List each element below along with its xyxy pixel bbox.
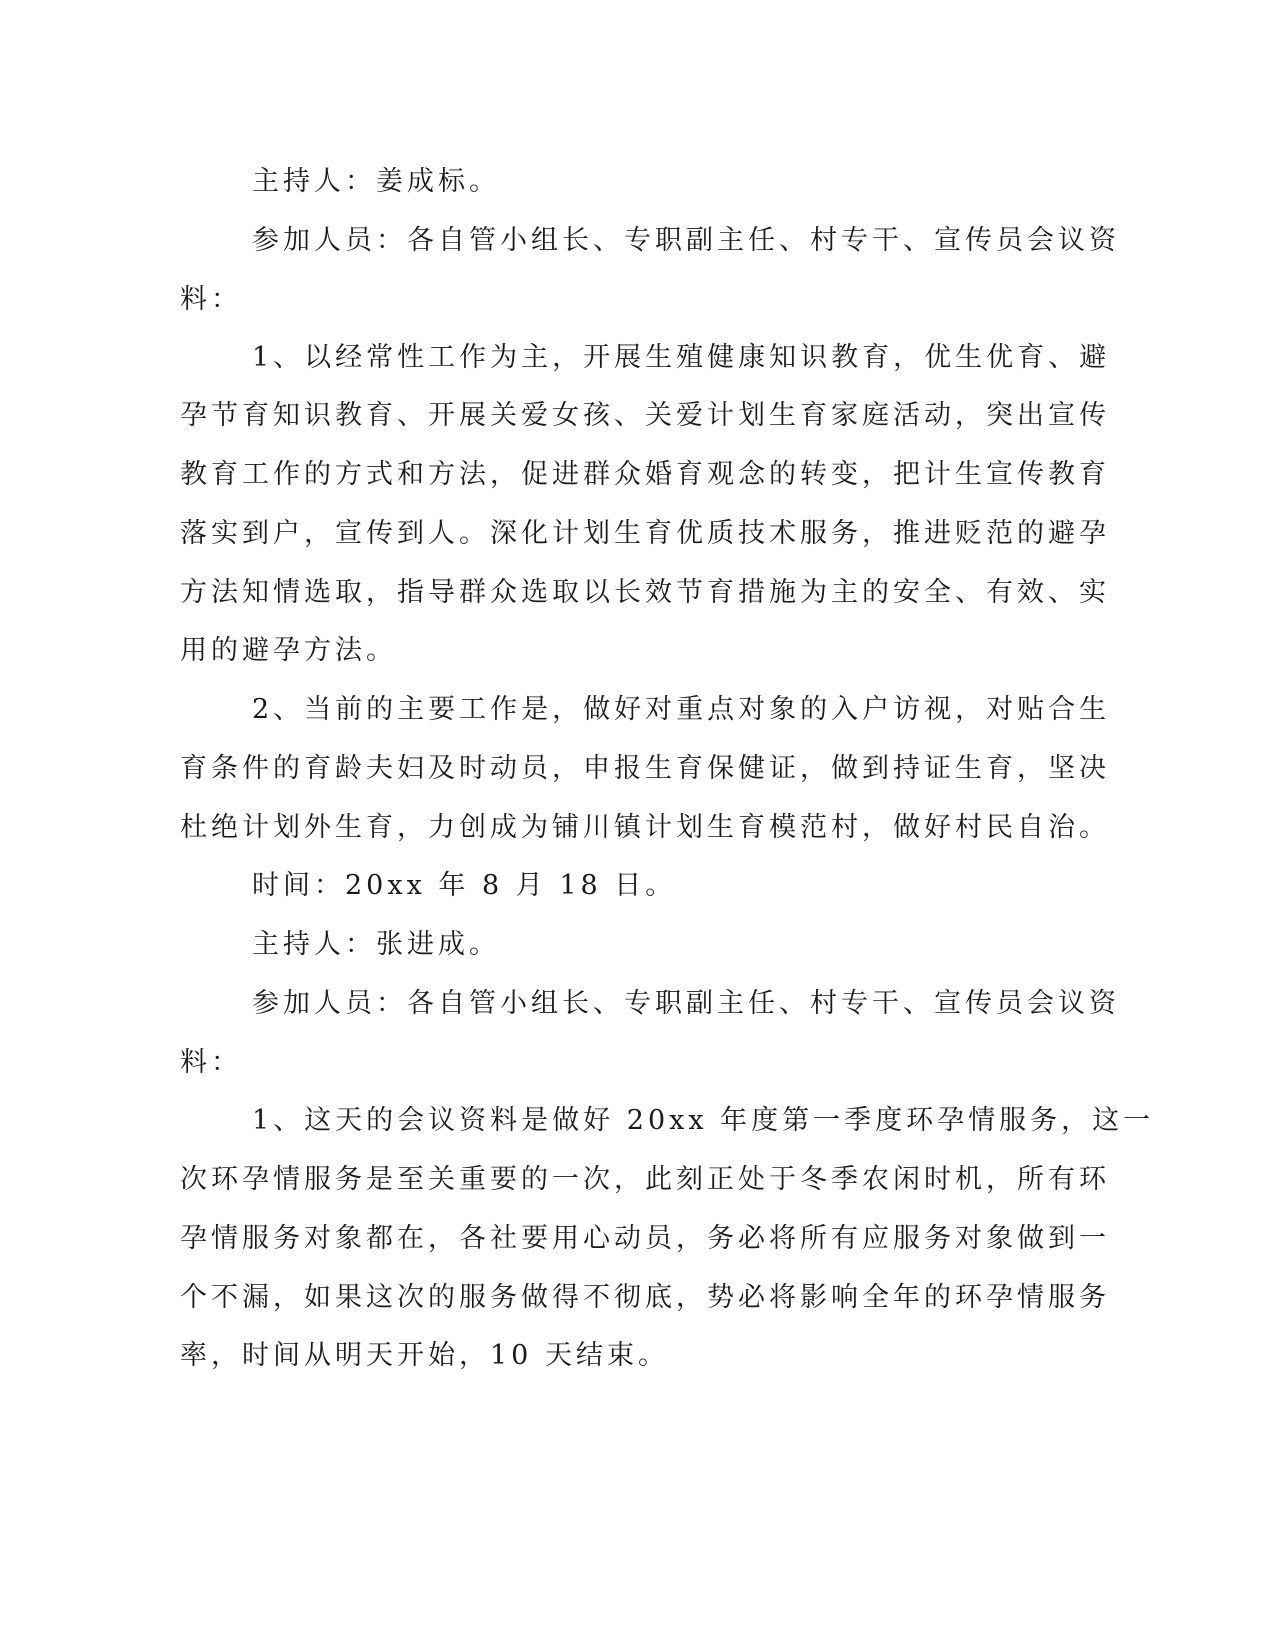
item-3-line-5: 率，时间从明天开始，10 天结束。 [180, 1340, 669, 1371]
participants-line-2-cont: 料： [180, 1047, 242, 1078]
item-1-line-6: 用的避孕方法。 [180, 635, 397, 666]
item-3-line-2: 次环孕情服务是至关重要的一次，此刻正处于冬季农闲时机，所有环 [180, 1164, 1110, 1195]
host-line-2: 主持人：张进成。 [252, 929, 500, 960]
item-2-line-2: 育条件的育龄夫妇及时动员，申报生育保健证，做到持证生育，坚决 [180, 753, 1110, 784]
participants-line-1-cont: 料： [180, 284, 242, 315]
item-1-line-5: 方法知情选取，指导群众选取以长效节育措施为主的安全、有效、实 [180, 577, 1110, 608]
host-line-1: 主持人：姜成标。 [252, 166, 500, 197]
participants-line-1: 参加人员：各自管小组长、专职副主任、村专干、宣传员会议资 [252, 225, 1120, 256]
item-1-line-3: 教育工作的方式和方法，促进群众婚育观念的转变，把计生宣传教育 [180, 459, 1110, 490]
participants-line-2: 参加人员：各自管小组长、专职副主任、村专干、宣传员会议资 [252, 988, 1120, 1019]
item-1-line-2: 孕节育知识教育、开展关爱女孩、关爱计划生育家庭活动，突出宣传 [180, 400, 1110, 431]
item-1-line-1: 1、以经常性工作为主，开展生殖健康知识教育，优生优育、避 [252, 342, 1111, 373]
item-2-line-1: 2、当前的主要工作是，做好对重点对象的入户访视，对贴合生 [252, 694, 1111, 725]
item-3-line-1: 1、这天的会议资料是做好 20xx 年度第一季度环孕情服务，这一 [252, 1105, 1155, 1136]
item-3-line-3: 孕情服务对象都在，各社要用心动员，务必将所有应服务对象做到一 [180, 1223, 1110, 1254]
time-line: 时间：20xx 年 8 月 18 日。 [252, 870, 677, 901]
item-2-line-3: 杜绝计划外生育，力创成为铺川镇计划生育模范村，做好村民自治。 [180, 812, 1110, 843]
item-3-line-4: 个不漏，如果这次的服务做得不彻底，势必将影响全年的环孕情服务 [180, 1282, 1110, 1313]
item-1-line-4: 落实到户，宣传到人。深化计划生育优质技术服务，推进贬范的避孕 [180, 518, 1110, 549]
